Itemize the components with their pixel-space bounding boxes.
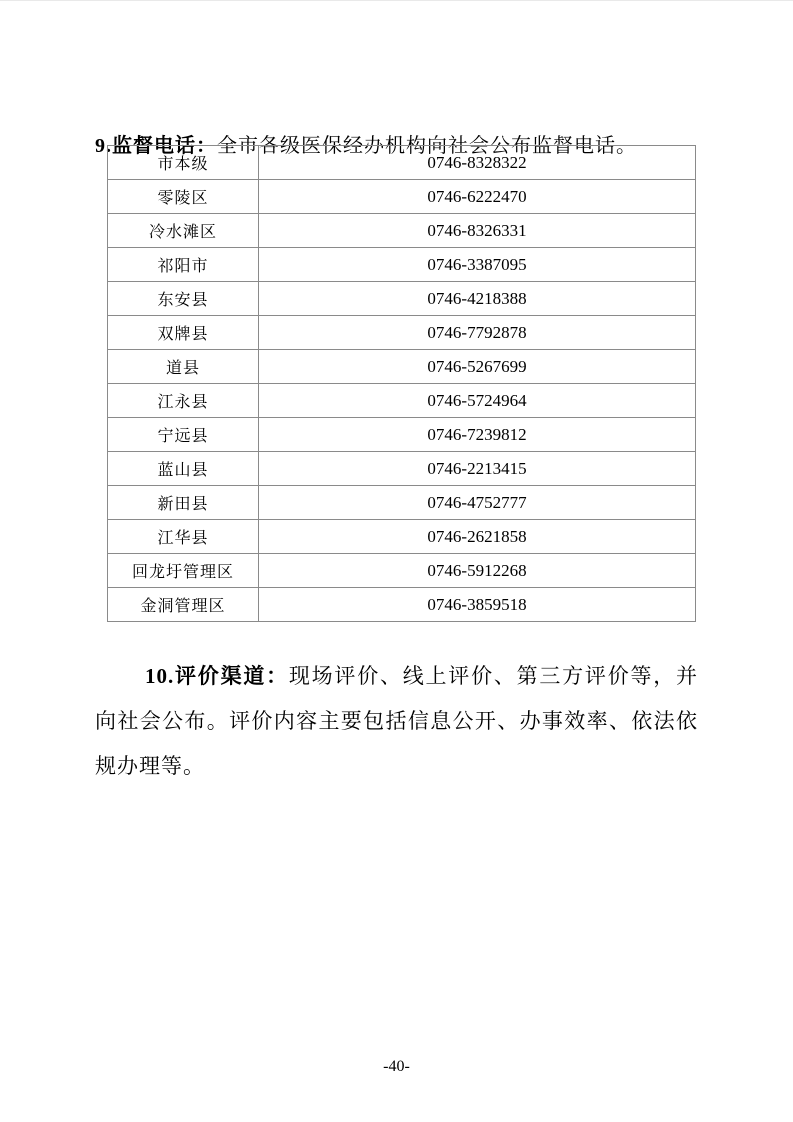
table-row [108,282,696,316]
region-cell: 零陵区 [108,180,259,214]
region-cell: 回龙圩管理区 [108,554,259,588]
page-number: -40- [383,1058,410,1075]
table-row [108,418,696,452]
section-10-label: 10.评价渠道： [145,664,289,688]
region-cell: 江永县 [108,384,259,418]
region-cell: 东安县 [108,282,259,316]
region-cell: 双牌县 [108,316,259,350]
table-row [108,316,696,350]
region-cell: 道县 [108,350,259,384]
section-10-text: 现场评价、线上评价、第三方评价等，并向社会公布。评价内容主要包括信息公开、办事效率、依法依规办理等。 [95,664,699,778]
table-row [108,384,696,418]
region-cell: 市本级 [108,146,259,180]
supervision-phone-table [107,145,696,622]
table-row [108,554,696,588]
phone-cell: 0746-2621858 [259,520,696,554]
section-10-paragraph [95,654,698,789]
region-cell: 蓝山县 [108,452,259,486]
supervision-phone-table-wrap [107,145,696,622]
region-cell: 金洞管理区 [108,588,259,622]
phone-cell: 0746-4218388 [259,282,696,316]
phone-cell: 0746-5267699 [259,350,696,384]
region-cell: 祁阳市 [108,248,259,282]
phone-cell: 0746-5912268 [259,554,696,588]
table-row [108,350,696,384]
phone-cell: 0746-3387095 [259,248,696,282]
phone-cell: 0746-6222470 [259,180,696,214]
region-cell: 宁远县 [108,418,259,452]
section-9-label: 9.监督电话： [95,135,217,157]
table-row [108,180,696,214]
table-row [108,248,696,282]
table-row [108,520,696,554]
table-row [108,214,696,248]
table-row [108,452,696,486]
table-row [108,588,696,622]
phone-cell: 0746-8326331 [259,214,696,248]
region-cell: 江华县 [108,520,259,554]
page-footer [0,1056,793,1078]
phone-cell: 0746-3859518 [259,588,696,622]
region-cell: 冷水滩区 [108,214,259,248]
phone-cell: 0746-8328322 [259,146,696,180]
table-row [108,146,696,180]
table-row [108,486,696,520]
page-top-edge [0,0,793,1]
phone-cell: 0746-7239812 [259,418,696,452]
section-9-text: 全市各级医保经办机构向社会公布监督电话。 [217,135,637,157]
phone-cell: 0746-5724964 [259,384,696,418]
phone-cell: 0746-4752777 [259,486,696,520]
phone-cell: 0746-2213415 [259,452,696,486]
region-cell: 新田县 [108,486,259,520]
phone-cell: 0746-7792878 [259,316,696,350]
